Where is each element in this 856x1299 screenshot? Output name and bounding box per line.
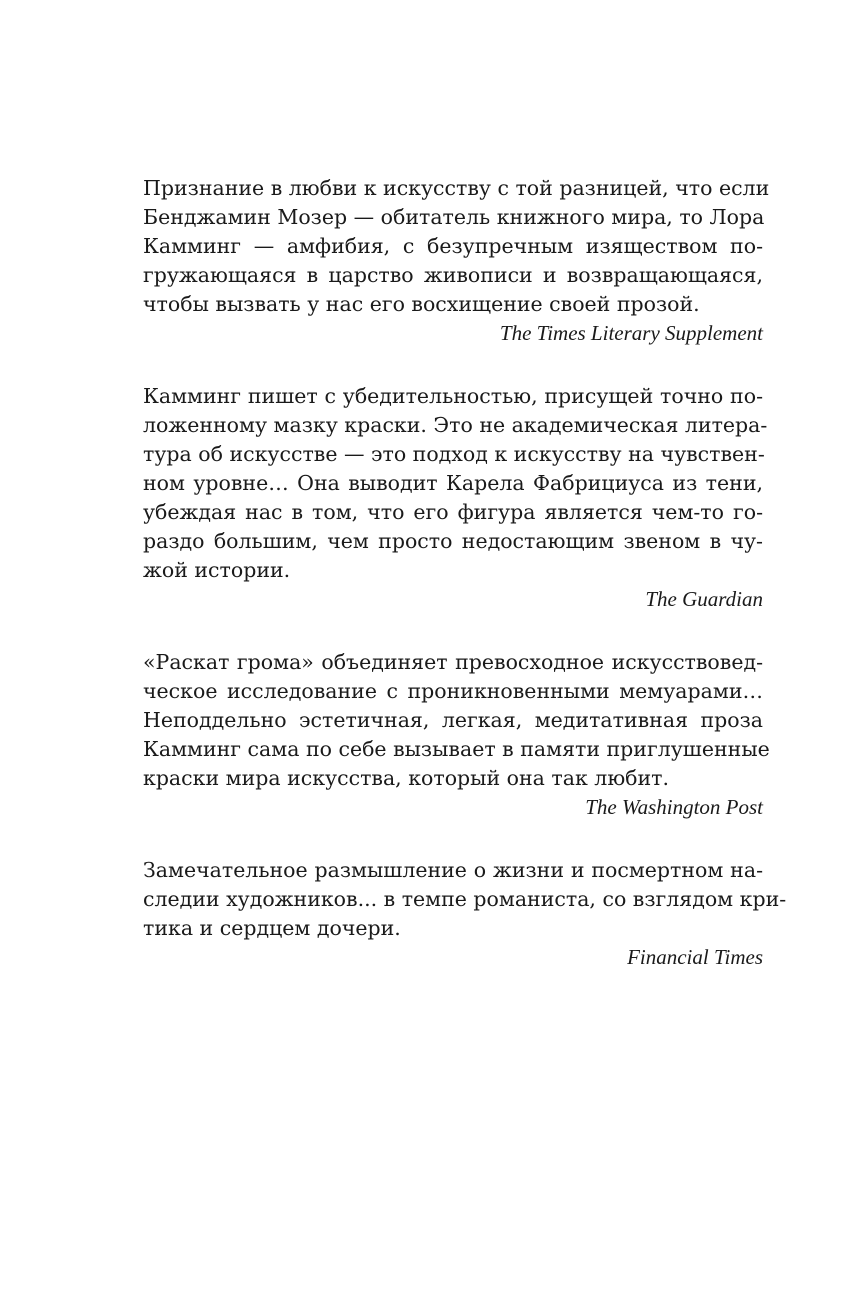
review-text-line: Камминг — амфибия, с безупречным изяществом по- [143,234,763,258]
review-guardian [143,382,768,614]
review-text-line: Камминг сама по себе вызывает в памяти приглушенные [143,737,770,761]
review-source: The Guardian [645,587,763,611]
review-source: Financial Times [627,945,763,969]
review-washington-post [143,648,770,822]
review-text-line: Камминг пишет с убедительностью, присущей точно по- [143,384,763,408]
review-text-line: Замечательное размышление о жизни и посмертном на- [143,858,763,882]
review-text-line: ложенному мазку краски. Это не академическая литера- [143,413,768,437]
review-text-line: гружающаяся в царство живописи и возвращающаяся, [143,263,763,287]
review-times-literary-supplement [143,174,770,348]
review-source: The Times Literary Supplement [499,321,763,345]
review-text-line: тика и сердцем дочери. [143,916,401,940]
review-source: The Washington Post [585,795,763,819]
review-text-line: «Раскат грома» объединяет превосходное искусствовед- [143,650,763,674]
review-text-line: ческое исследование с проникновенными мемуарами… [143,679,763,703]
review-text-line: убеждая нас в том, что его фигура является чем-то го- [143,500,763,524]
review-text-line: Неподдельно эстетичная, легкая, медитативная проза [143,708,763,732]
spacer [143,822,763,856]
review-text-line: чтобы вызвать у нас его восхищение своей прозой. [143,292,700,316]
review-text-line: ном уровне… Она выводит Карела Фабрициуса из тени, [143,471,763,495]
review-text-line: жой истории. [143,558,291,582]
press-reviews [143,174,787,972]
review-text-line: тура об искусстве — это подход к искусству на чувствен- [143,442,765,466]
review-text-line: Бенджамин Мозер — обитатель книжного мира, то Лора [143,205,765,229]
review-financial-times [143,856,787,972]
review-text-line: раздо большим, чем просто недостающим звеном в чу- [143,529,763,553]
review-text-line: краски мира искусства, который она так любит. [143,766,670,790]
review-text-line: следии художников... в темпе романиста, со взглядом кри- [143,887,787,911]
review-text-line: Признание в любви к искусству с той разницей, что если [143,176,770,200]
spacer [143,348,763,382]
spacer [143,614,763,648]
